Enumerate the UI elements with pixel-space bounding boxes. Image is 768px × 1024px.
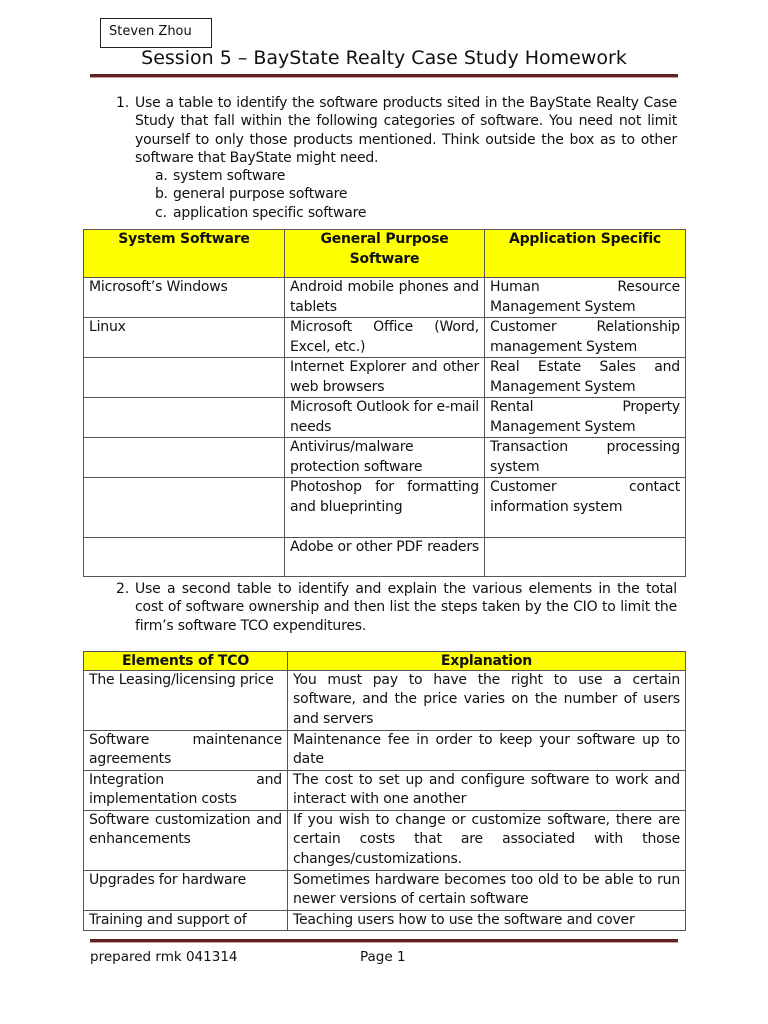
subitem-c-letter: c. — [155, 204, 167, 221]
table-cell: The Leasing/licensing price — [84, 670, 288, 730]
table-row — [84, 398, 686, 438]
subitem-b — [155, 185, 675, 203]
table-row — [84, 770, 686, 810]
table-cell: Rental Property Management System — [485, 398, 686, 438]
table-cell: Antivirus/malware protection software — [285, 438, 485, 478]
question-1-text: Use a table to identify the software products sited in the BayState Realty Case Study that fall within the following categories of software. You need not limit yourself to only those products mentioned. Think outside the box as to other software that BayState might need. — [135, 95, 677, 166]
table-cell — [84, 398, 285, 438]
question-2-number: 2. — [116, 581, 129, 598]
table-cell: Photoshop for formatting and blueprinting — [285, 478, 485, 538]
table-cell: Internet Explorer and other web browsers — [285, 358, 485, 398]
table-row — [84, 538, 686, 577]
table-row — [84, 478, 686, 538]
question-2-text: Use a second table to identify and explain the various elements in the total cost of software ownership and then list the steps taken by the CIO to limit the firm’s software TCO expenditures. — [135, 581, 677, 634]
table-cell: Transaction processing system — [485, 438, 686, 478]
table-cell — [84, 538, 285, 577]
table-row — [84, 358, 686, 398]
table-cell: Microsoft Office (Word, Excel, etc.) — [285, 318, 485, 358]
table-cell: Linux — [84, 318, 285, 358]
header-elements-of-tco: Elements of TCO — [84, 651, 288, 670]
table-cell — [84, 478, 285, 538]
subitem-b-text: general purpose software — [173, 186, 348, 203]
table-row — [84, 318, 686, 358]
table-cell — [84, 438, 285, 478]
table-cell: Microsoft’s Windows — [84, 278, 285, 318]
footer-page-number: Page 1 — [360, 949, 406, 966]
author-name-box: Steven Zhou — [100, 18, 212, 48]
subitem-c — [155, 204, 675, 222]
table-row — [84, 870, 686, 910]
question-1 — [116, 94, 677, 167]
table-row — [84, 438, 686, 478]
subitem-a-letter: a. — [155, 168, 168, 185]
question-2 — [116, 580, 677, 635]
header-application-specific: Application Specific — [485, 230, 686, 278]
page-title: Session 5 – BayState Realty Case Study Homework — [141, 47, 627, 69]
table-row — [84, 910, 686, 931]
header-general-purpose: General Purpose Software — [285, 230, 485, 278]
header-system-software: System Software — [84, 230, 285, 278]
table-cell — [485, 538, 686, 577]
table-cell: Customer Relationship management System — [485, 318, 686, 358]
table-cell: Software maintenance agreements — [84, 730, 288, 770]
subitem-a-text: system software — [173, 168, 286, 185]
footer-prepared: prepared rmk 041314 — [90, 949, 238, 966]
table-cell: Maintenance fee in order to keep your software up to date — [288, 730, 686, 770]
table-cell: Training and support of — [84, 910, 288, 931]
footer — [0, 947, 768, 971]
table-row — [84, 278, 686, 318]
subitem-b-letter: b. — [155, 186, 168, 203]
table-cell: The cost to set up and configure software to work and interact with one another — [288, 770, 686, 810]
table-cell: Android mobile phones and tablets — [285, 278, 485, 318]
table-cell: Upgrades for hardware — [84, 870, 288, 910]
question-1-number: 1. — [116, 95, 129, 111]
table-cell: Customer contact information system — [485, 478, 686, 538]
title-divider — [90, 74, 678, 78]
table-cell: Integration and implementation costs — [84, 770, 288, 810]
table-cell: Adobe or other PDF readers — [285, 538, 485, 577]
table-cell: Teaching users how to use the software and cover — [288, 910, 686, 931]
table-row — [84, 670, 686, 730]
table-cell: If you wish to change or customize software, there are certain costs that are associated with those changes/customizations. — [288, 810, 686, 870]
table-cell: Sometimes hardware becomes too old to be able to run newer versions of certain software — [288, 870, 686, 910]
table-cell: Real Estate Sales and Management System — [485, 358, 686, 398]
table-cell: Software customization and enhancements — [84, 810, 288, 870]
footer-divider — [90, 939, 678, 943]
header-explanation: Explanation — [288, 651, 686, 670]
table-cell: Microsoft Outlook for e-mail needs — [285, 398, 485, 438]
tco-elements-table — [83, 651, 686, 932]
table-cell — [84, 358, 285, 398]
table-row — [84, 730, 686, 770]
table-row — [84, 810, 686, 870]
table-cell: Human Resource Management System — [485, 278, 686, 318]
table-cell: You must pay to have the right to use a certain software, and the price varies on the number of users and servers — [288, 670, 686, 730]
software-categories-table — [83, 229, 686, 577]
subitem-c-text: application specific software — [173, 204, 367, 221]
subitem-a — [155, 167, 675, 185]
